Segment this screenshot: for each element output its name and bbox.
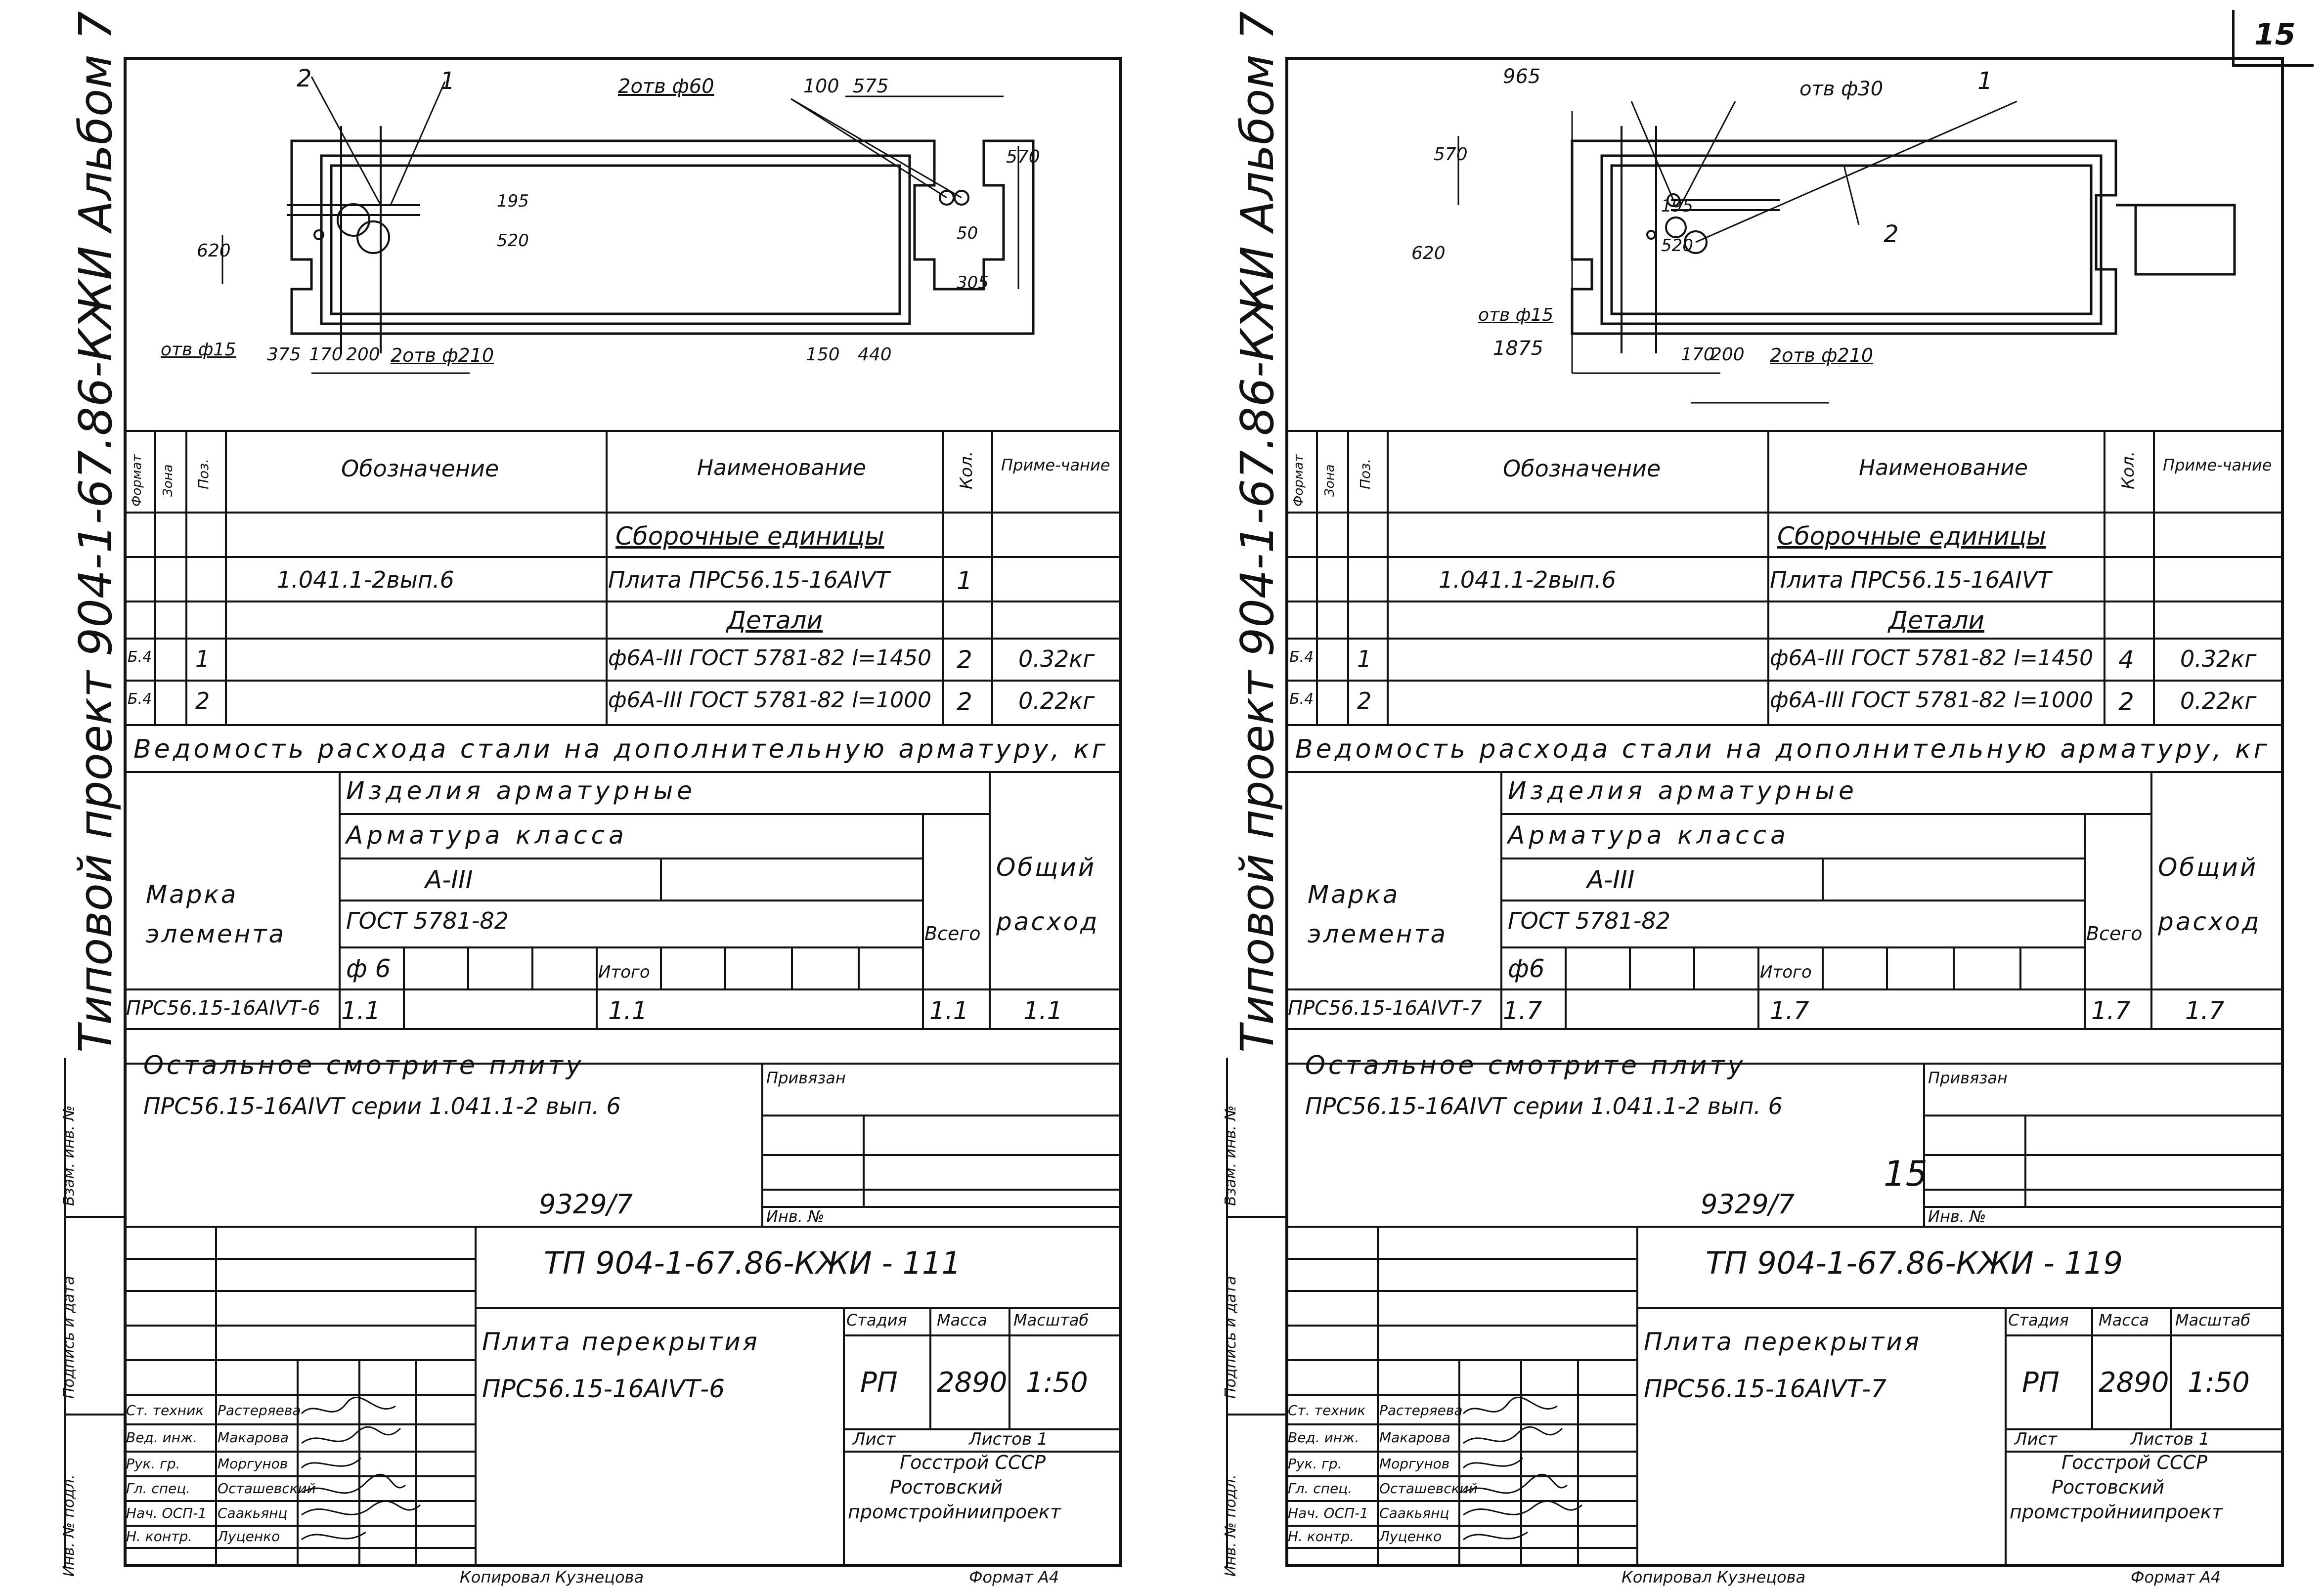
- steel-line: [1285, 1028, 2284, 1030]
- sig-row: [1285, 1359, 1636, 1361]
- side-strip-div-2: [1226, 1414, 1285, 1416]
- privyazan-col: [863, 1115, 865, 1206]
- steel-itogo: Итого: [598, 962, 650, 982]
- sig-col: [215, 1226, 217, 1567]
- steel-row-d6: 1.1: [341, 996, 381, 1025]
- side-strip-divider: [1226, 1058, 1228, 1567]
- steel-col: [660, 858, 662, 900]
- sig-name: Растеряева: [1379, 1402, 1463, 1418]
- spec-assembly-designation: 1.041.1-2вып.6: [277, 566, 454, 593]
- steel-col: [2150, 771, 2152, 1028]
- sig-name: Осташевский: [1379, 1480, 1478, 1497]
- title-line-2: ПРС56.15-16АIVТ-6: [482, 1374, 725, 1403]
- steel-line: [1500, 946, 2084, 948]
- spec-header-name: Наименование: [1859, 455, 2028, 480]
- spec-row-name: ф6А-III ГОСТ 5781-82 l=1000: [1770, 687, 2094, 713]
- sig-role: Нач. ОСП-1: [126, 1505, 207, 1521]
- steel-row-vsego: 1.1: [929, 996, 969, 1025]
- title-col: [2091, 1307, 2093, 1428]
- sig-col: [1377, 1226, 1379, 1567]
- spec-row-pos: 1: [195, 645, 210, 672]
- spec-header-note: Приме-чание: [1001, 456, 1110, 474]
- steel-top-line: [1285, 771, 2284, 773]
- spec-row-line: [1285, 638, 2284, 640]
- scale-value: 1:50: [1026, 1367, 1088, 1399]
- dim-label: 375: [267, 344, 301, 365]
- spec-row-pos: 2: [1357, 687, 1372, 714]
- spec-section-details: Детали: [727, 606, 823, 635]
- spec-col-line: [2104, 430, 2105, 724]
- spec-col-line: [991, 430, 993, 724]
- sig-role: Рук. гр.: [1288, 1456, 1342, 1472]
- dim-label: 520: [497, 231, 529, 251]
- org-line-3: промстройниипроект: [2010, 1501, 2223, 1523]
- spec-assembly-name: Плита ПРС56.15-16АIVТ: [608, 566, 890, 593]
- title-line: [1636, 1307, 2284, 1309]
- spec-header-pos: Поз.: [195, 459, 212, 489]
- mass-label: Масса: [2099, 1311, 2149, 1330]
- dim-label: 2: [1884, 220, 1899, 248]
- spec-col-line: [942, 430, 944, 724]
- side-strip-divider: [64, 1058, 66, 1567]
- side-label-inv: Инв. № подл.: [1222, 1474, 1239, 1577]
- steel-row-total: 1.7: [2185, 996, 2225, 1025]
- title-line: [2005, 1334, 2284, 1336]
- spec-row-line: [124, 724, 1122, 726]
- sig-row: [124, 1359, 475, 1361]
- sig-name: Растеряева: [218, 1402, 301, 1418]
- copied-by: Копировал Кузнецова: [1622, 1568, 1806, 1587]
- spec-row-line: [124, 556, 1122, 558]
- sig-name: Саакьянц: [218, 1505, 288, 1521]
- sig-name: Осташевский: [218, 1480, 316, 1497]
- sig-name: Моргунов: [218, 1456, 288, 1472]
- steel-row-itogo: 1.7: [1770, 996, 1809, 1025]
- org-line-1: Госстрой СССР: [900, 1452, 1046, 1473]
- order-number: 9329/7: [539, 1189, 633, 1220]
- dim-label: 50: [957, 223, 978, 243]
- privyazan-line: [1923, 1154, 2284, 1156]
- spec-section-assembly: Сборочные единицы: [1777, 522, 2046, 551]
- spec-header-zone: Зона: [1322, 464, 1337, 497]
- spec-row-qty: 4: [2118, 645, 2134, 674]
- sheet-label: Лист: [2015, 1429, 2058, 1449]
- steel-line: [124, 1028, 1122, 1030]
- handwritten-number: 15: [1884, 1154, 1928, 1194]
- sig-row: [1285, 1325, 1636, 1327]
- sheet-label: Лист: [853, 1429, 896, 1449]
- plate-outline: [292, 141, 1033, 334]
- dim-label: 570: [1006, 147, 1040, 167]
- dim-label: 620: [1411, 243, 1446, 263]
- steel-col: [1629, 946, 1631, 988]
- steel-vsego: Всего: [924, 923, 981, 944]
- dim-label: 150: [806, 344, 840, 365]
- stage-label: Стадия: [846, 1311, 907, 1330]
- note-line-2: ПРС56.15-16АIVТ серии 1.041.1-2 вып. 6: [1305, 1093, 1783, 1119]
- dim-label: 620: [197, 241, 231, 261]
- steel-col: [724, 946, 726, 988]
- spec-row-note: 0.32кг: [2180, 645, 2257, 672]
- spec-row-qty: 2: [957, 687, 972, 716]
- steel-diameter: ф6: [1508, 954, 1545, 983]
- dim-label: отв ф30: [1799, 78, 1884, 100]
- sig-row: [124, 1325, 475, 1327]
- sig-name: Луценко: [1379, 1528, 1442, 1545]
- steel-rebar-class: Арматура класса: [346, 821, 628, 850]
- sig-name: Макарова: [1379, 1429, 1450, 1446]
- sheets-label: Листов 1: [969, 1429, 1048, 1449]
- dim-label: 575: [853, 75, 889, 97]
- plate-drawing: [124, 57, 1122, 432]
- dim-label: отв ф15: [1478, 305, 1554, 325]
- spec-top-line: [1285, 430, 2284, 432]
- title-col: [2005, 1307, 2007, 1567]
- side-strip-div-1: [64, 1216, 124, 1218]
- steel-col: [531, 946, 533, 988]
- steel-row-mark: ПРС56.15-16АIVТ-6: [126, 997, 320, 1020]
- sheets-label: Листов 1: [2131, 1429, 2210, 1449]
- steel-col: [989, 771, 991, 1028]
- steel-products: Изделия арматурные: [1508, 776, 1858, 805]
- steel-line: [1285, 988, 2284, 990]
- steel-top-line: [124, 771, 1122, 773]
- steel-col: [858, 946, 860, 988]
- spec-row-line: [124, 601, 1122, 602]
- order-number: 9329/7: [1701, 1189, 1795, 1220]
- spec-header-note: Приме-чание: [2163, 456, 2272, 474]
- side-title: Типовой проект 904-1-67.86-КЖИ Альбом 7: [1231, 11, 1284, 1053]
- title-top-line: [124, 1226, 1122, 1228]
- steel-col: [660, 946, 662, 988]
- spec-header-designation: Обозначение: [341, 455, 499, 482]
- inv-no-label: Инв. №: [766, 1207, 825, 1226]
- sig-name: Луценко: [218, 1528, 280, 1545]
- steel-col: [403, 946, 405, 1028]
- steel-products: Изделия арматурные: [346, 776, 696, 805]
- spec-col-line: [1347, 430, 1349, 724]
- spec-row-name: ф6А-III ГОСТ 5781-82 l=1450: [608, 645, 932, 671]
- spec-col-line: [185, 430, 187, 724]
- steel-col: [1886, 946, 1888, 988]
- scale-label: Масштаб: [2175, 1311, 2251, 1330]
- sig-role: Н. контр.: [1288, 1528, 1355, 1545]
- dim-label: 170: [309, 344, 343, 365]
- steel-col: [1693, 946, 1695, 988]
- dim-label: отв ф15: [161, 340, 236, 360]
- privyazan-label: Привязан: [1928, 1069, 2008, 1087]
- note-line-2: ПРС56.15-16АIVТ серии 1.041.1-2 вып. 6: [143, 1093, 621, 1119]
- sig-row: [1285, 1258, 1636, 1260]
- title-col: [843, 1307, 845, 1567]
- sig-role: Н. контр.: [126, 1528, 193, 1545]
- steel-total-label: Общий расход: [2158, 853, 2261, 936]
- steel-line: [1500, 813, 2150, 815]
- sig-row: [124, 1290, 475, 1292]
- title-col: [2170, 1307, 2172, 1428]
- stage-label: Стадия: [2008, 1311, 2069, 1330]
- steel-gost: ГОСТ 5781-82: [1508, 907, 1670, 934]
- privyazan-line: [761, 1154, 1122, 1156]
- steel-col: [922, 813, 924, 1028]
- steel-col: [2019, 946, 2021, 988]
- spec-row-name: ф6А-III ГОСТ 5781-82 l=1450: [1770, 645, 2094, 671]
- mass-value: 2890: [937, 1367, 1008, 1399]
- dim-label: 195: [497, 191, 529, 211]
- spec-row-pos: 1: [1357, 645, 1372, 672]
- sig-row: [124, 1258, 475, 1260]
- spec-row-qty: 2: [2118, 687, 2134, 716]
- handwritten-signatures: [297, 1394, 475, 1552]
- scale-value: 1:50: [2188, 1367, 2250, 1399]
- spec-top-line: [124, 430, 1122, 432]
- org-line-2: Ростовский: [2052, 1476, 2165, 1498]
- spec-col-line: [225, 430, 227, 724]
- steel-row-d6: 1.7: [1503, 996, 1542, 1025]
- steel-line: [339, 946, 922, 948]
- sig-role: Нач. ОСП-1: [1288, 1505, 1369, 1521]
- title-col: [475, 1226, 477, 1567]
- spec-col-line: [606, 430, 608, 724]
- mass-value: 2890: [2099, 1367, 2169, 1399]
- doc-code: ТП 904-1-67.86-КЖИ - 119: [1706, 1245, 2123, 1281]
- title-col: [929, 1307, 931, 1428]
- sig-name: Моргунов: [1379, 1456, 1450, 1472]
- title-top-line: [1285, 1226, 2284, 1228]
- side-label-vzam: Взам. инв. №: [60, 1105, 78, 1206]
- stage-value: РП: [860, 1367, 898, 1399]
- spec-row-note: 0.32кг: [1018, 645, 1095, 672]
- steel-rebar-class: Арматура класса: [1508, 821, 1790, 850]
- title-col: [1009, 1307, 1010, 1428]
- dim-label: 195: [1661, 196, 1693, 216]
- spec-assembly-qty: 1: [957, 566, 972, 595]
- side-label-sign: Подпись и дата: [1222, 1276, 1239, 1399]
- steel-row-itogo: 1.1: [608, 996, 648, 1025]
- steel-mark-label: Марка элемента: [1308, 880, 1448, 948]
- spec-row-note: 0.22кг: [2180, 687, 2257, 714]
- spec-section-details: Детали: [1888, 606, 1985, 635]
- spec-header-format: Формат: [130, 454, 144, 507]
- steel-class-value: А-III: [1587, 865, 1635, 894]
- spec-row-line: [1285, 724, 2284, 726]
- steel-col: [339, 771, 341, 1028]
- title-line-1: Плита перекрытия: [482, 1328, 759, 1356]
- steel-col: [1500, 771, 1502, 1028]
- title-col: [1636, 1226, 1638, 1567]
- spec-row-format: Б.4: [128, 648, 152, 666]
- title-line: [475, 1307, 1122, 1309]
- sig-name: Саакьянц: [1379, 1505, 1449, 1521]
- side-strip-div-1: [1226, 1216, 1285, 1218]
- dim-label: 2: [297, 65, 312, 92]
- steel-line: [339, 813, 989, 815]
- title-line-1: Плита перекрытия: [1644, 1328, 1921, 1356]
- spec-row-note: 0.22кг: [1018, 687, 1095, 714]
- spec-header-bottom: [124, 512, 1122, 514]
- steel-vsego: Всего: [2086, 923, 2143, 944]
- steel-col: [1757, 946, 1759, 1028]
- spec-row-line: [124, 680, 1122, 682]
- steel-total-label: Общий расход: [996, 853, 1099, 936]
- org-line-2: Ростовский: [890, 1476, 1003, 1498]
- steel-col: [1822, 946, 1824, 988]
- sig-row: [1285, 1290, 1636, 1292]
- dim-label: 305: [957, 273, 989, 293]
- title-line: [843, 1334, 1122, 1336]
- spec-col-line: [1387, 430, 1389, 724]
- dim-label: 2отв ф210: [391, 344, 494, 366]
- dim-label: 1: [440, 67, 455, 95]
- spec-col-line: [2153, 430, 2155, 724]
- sig-role: Вед. инж.: [1288, 1429, 1359, 1446]
- sig-role: Рук. гр.: [126, 1456, 180, 1472]
- steel-row-mark: ПРС56.15-16АIVТ-7: [1288, 997, 1482, 1020]
- dim-label: 440: [858, 344, 892, 365]
- sig-role: Ст. техник: [126, 1402, 204, 1418]
- sig-role: Гл. спец.: [1288, 1480, 1353, 1497]
- steel-col: [2084, 813, 2086, 1028]
- spec-header-pos: Поз.: [1357, 459, 1373, 489]
- side-strip-div-2: [64, 1414, 124, 1416]
- note-line-1: Остальное смотрите плиту: [143, 1051, 584, 1080]
- steel-line: [339, 858, 922, 859]
- format-label: Формат А4: [2131, 1568, 2221, 1587]
- dim-label: 570: [1434, 144, 1468, 165]
- dim-label: 2отв ф60: [618, 75, 714, 98]
- page-number: 15: [2254, 17, 2296, 52]
- dim-label: 1: [1977, 67, 1993, 95]
- inv-no-label: Инв. №: [1928, 1207, 1986, 1226]
- dim-label: 170: [1681, 344, 1715, 365]
- steel-col: [1953, 946, 1955, 988]
- privyazan-line: [1923, 1189, 2284, 1191]
- handwritten-signatures: [1458, 1394, 1636, 1552]
- sheet-right: [1162, 0, 2324, 1588]
- steel-title: Ведомость расхода стали на дополнительную арматуру, кг: [1295, 734, 2271, 764]
- privyazan-line: [1923, 1115, 2284, 1116]
- dim-label: 200: [1710, 344, 1745, 365]
- steel-line: [124, 988, 1122, 990]
- steel-line: [339, 900, 922, 901]
- scale-label: Масштаб: [1013, 1311, 1089, 1330]
- doc-code: ТП 904-1-67.86-КЖИ - 111: [544, 1245, 961, 1281]
- sig-name: Макарова: [218, 1429, 289, 1446]
- spec-assembly-name: Плита ПРС56.15-16АIVТ: [1770, 566, 2052, 593]
- privyazan-col: [2024, 1115, 2026, 1206]
- sig-role: Вед. инж.: [126, 1429, 198, 1446]
- steel-row-vsego: 1.7: [2091, 996, 2131, 1025]
- steel-mark-label: Марка элемента: [146, 880, 286, 948]
- spec-row-format: Б.4: [1289, 648, 1314, 666]
- spec-row-line: [124, 638, 1122, 640]
- side-label-sign: Подпись и дата: [60, 1276, 78, 1399]
- spec-row-format: Б.4: [128, 690, 152, 708]
- spec-header-bottom: [1285, 512, 2284, 514]
- stage-value: РП: [2022, 1367, 2060, 1399]
- sig-role: Ст. техник: [1288, 1402, 1366, 1418]
- spec-header-zone: Зона: [161, 464, 175, 497]
- dim-label: 965: [1503, 65, 1541, 88]
- steel-diameter: ф 6: [346, 954, 391, 983]
- spec-header-qty: Кол.: [957, 451, 976, 489]
- org-line-3: промстройниипроект: [848, 1501, 1061, 1523]
- format-label: Формат А4: [969, 1568, 1059, 1587]
- spec-col-line: [1316, 430, 1318, 724]
- steel-row-total: 1.1: [1023, 996, 1063, 1025]
- steel-line: [1500, 900, 2084, 901]
- spec-header-designation: Обозначение: [1503, 455, 1661, 482]
- privyazan-line: [761, 1189, 1122, 1191]
- steel-col: [467, 946, 469, 988]
- spec-row-line: [1285, 680, 2284, 682]
- dim-label: 100: [803, 75, 839, 97]
- spec-row-line: [1285, 601, 2284, 602]
- steel-itogo: Итого: [1760, 962, 1812, 982]
- dim-label: 520: [1661, 236, 1693, 256]
- side-label-vzam: Взам. инв. №: [1222, 1105, 1239, 1206]
- mass-label: Масса: [937, 1311, 988, 1330]
- spec-row-pos: 2: [195, 687, 210, 714]
- dim-label: 1875: [1493, 337, 1543, 360]
- side-label-inv: Инв. № подл.: [60, 1474, 78, 1577]
- org-line-1: Госстрой СССР: [2061, 1452, 2208, 1473]
- steel-col: [791, 946, 793, 988]
- dim-label: 200: [346, 344, 380, 365]
- privyazan-label: Привязан: [766, 1069, 846, 1087]
- spec-header-qty: Кол.: [2118, 451, 2138, 489]
- steel-gost: ГОСТ 5781-82: [346, 907, 509, 934]
- steel-line: [1500, 858, 2084, 859]
- spec-row-qty: 2: [957, 645, 972, 674]
- steel-col: [1565, 946, 1567, 1028]
- dim-label: 2отв ф210: [1770, 344, 1874, 366]
- sig-role: Гл. спец.: [126, 1480, 191, 1497]
- spec-row-line: [1285, 556, 2284, 558]
- steel-col: [1822, 858, 1824, 900]
- spec-assembly-designation: 1.041.1-2вып.6: [1439, 566, 1616, 593]
- privyazan-line: [761, 1115, 1122, 1116]
- spec-header-name: Наименование: [697, 455, 866, 480]
- spec-row-format: Б.4: [1289, 690, 1314, 708]
- spec-section-assembly: Сборочные единицы: [615, 522, 884, 551]
- title-line-2: ПРС56.15-16АIVТ-7: [1644, 1374, 1887, 1403]
- steel-col: [596, 946, 598, 1028]
- spec-col-line: [154, 430, 156, 724]
- note-line-1: Остальное смотрите плиту: [1305, 1051, 1746, 1080]
- steel-class-value: А-III: [425, 865, 473, 894]
- copied-by: Копировал Кузнецова: [460, 1568, 644, 1587]
- steel-title: Ведомость расхода стали на дополнительную арматуру, кг: [133, 734, 1109, 764]
- side-title: Типовой проект 904-1-67.86-КЖИ Альбом 7: [69, 11, 122, 1053]
- spec-col-line: [1767, 430, 1769, 724]
- spec-header-format: Формат: [1291, 454, 1306, 507]
- spec-row-name: ф6А-III ГОСТ 5781-82 l=1000: [608, 687, 932, 713]
